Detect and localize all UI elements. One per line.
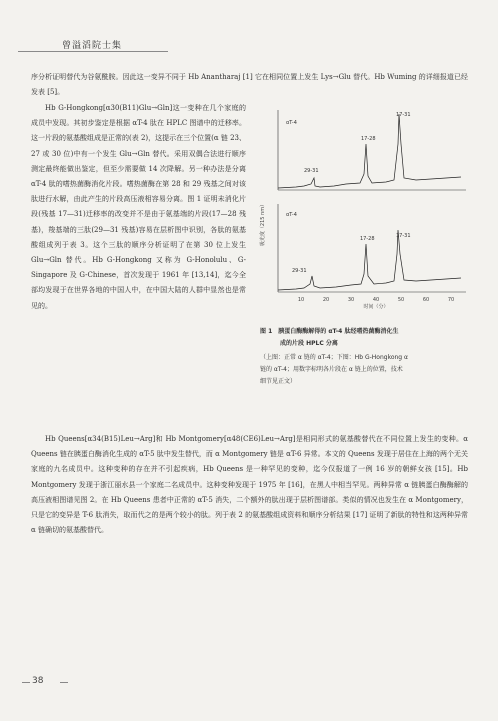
caption-title [260, 326, 470, 338]
x-tick-70: 70 [447, 297, 455, 303]
caption-title-line-2: 成的片段 HPLC 分离 [280, 340, 338, 347]
paragraph-1: 序分析证明替代为谷氨酰胺。因此这一变异不同于 Hb Anantharaj [1] 它在相同位置上发生 Lys→Glu 替代。Hb Wuming 的详细报道已经发表 [5]。 [31, 73, 468, 97]
caption-note-line-2: 链的 αT-4；用数字标明各片段在 α 链上的位置，技术 [260, 366, 403, 373]
bottom-peak-label-29-31: 29-31 [292, 268, 307, 274]
hplc-figure [256, 104, 476, 309]
y-axis-label: 吸光度（215 nm） [260, 201, 266, 247]
footer-rule-left [22, 682, 30, 683]
bottom-peak-label-17-28: 17-28 [360, 236, 375, 242]
caption-note-line-3: 细节见正文） [260, 378, 297, 385]
top-trace [278, 114, 461, 188]
hplc-chromatograms [256, 104, 476, 309]
x-tick-30: 30 [347, 297, 355, 303]
header-rule [18, 51, 168, 52]
top-peak-label-17-31: 17-31 [396, 112, 411, 118]
caption-note-line-1: （上图：正常 α 链的 αT-4；下图：Hb G-Hongkong α [260, 354, 408, 361]
x-axis-ticks [298, 297, 454, 303]
footer-rule-right [60, 682, 68, 683]
top-panel [278, 110, 466, 190]
caption-number: 图 1 [260, 328, 273, 335]
x-axis-label: 时间（分） [363, 304, 389, 309]
paragraph-2: Hb G-Hongkong[α30(B11)Glu→Gln]这一变种在几个家庭的成员中发现。其初步鉴定是根据 αT-4 肽在 HPLC 图谱中的迁移率。这一片段的氨基酸组成是正常的(表 2)，这提示在三个位置(α 链 23、27 或 30 位)中有一个发生 Glu→Gln 替代。采用双偶合法进行顺序测定最终能做出鉴定，但至少需要做 14 次降解。另一种办法是分离 αT-4 肽的嗜热菌酶消化片段。嗜热菌酶在第 28 和 29 残基之间对该肽进行水解，由此产生的片段高压液相容易分离。图 1 证明未消化片段(残基 17—31)迁移率的改变并不是由于氨基端的片段(17—28 残基)，羧基端的三肽(29—31 残基)容易在层析图中识别，各肽的氨基酸组成列于表 3。这个三肽的顺序分析证明了在第 30 位上发生 Glu→Gln 替代。Hb G-Hongkong 又称为 G-Honolulu、G-Singapore 及 G-Chinese，首次发现于 1961 年 [13,14]，迄今全部均发现于在世界各地的中国人中，在中国大陆的人群中显然也是常见的。 [31, 104, 246, 310]
x-tick-40: 40 [372, 297, 380, 303]
x-tick-10: 10 [297, 297, 305, 303]
top-peak-label-29-31: 29-31 [304, 168, 319, 174]
bottom-peak-label-at4: αT-4 [286, 212, 297, 218]
x-tick-20: 20 [322, 297, 330, 303]
top-peak-label-17-28: 17-28 [361, 136, 376, 142]
top-peak-label-at4: αT-4 [286, 120, 297, 126]
x-tick-60: 60 [422, 297, 430, 303]
bottom-panel [278, 204, 466, 292]
bottom-peak-label-17-31: 17-31 [396, 233, 411, 239]
caption-title-line-1: 胰蛋白酶酶解得的 αT-4 肽经嗜热菌酶消化生 [278, 328, 399, 335]
running-header: 曾溢滔院士集 [62, 41, 123, 51]
figure-caption [260, 326, 470, 388]
page-number: 38 [32, 676, 44, 686]
paragraph-3: Hb Queens[α34(B15)Leu→Arg]和 Hb Montgomery[α48(CE6)Leu→Arg]是相同形式的氨基酸替代在不同位置上发生的变种。α Queens 链在胰蛋白酶消化生成的 αT-5 肽中发生替代，而 α Montgomery 链是 αT-6 异常。本文的 Queens 发现于居住在上海的两个无关家庭的九名成员中。这种变种的存在并不引起疾病，Hb Queens 是一种罕见的变种，迄今仅报道了一例 16 岁的朝鲜女孩 [15]。Hb Montgomery 发现于浙江丽水县一个家庭二名成员中。这种变种发现于 1975 年 [16]，在黑人中相当罕见。两种异常 α 链胰蛋白酶酶解的高压液相图谱见图 2。在 Hb Queens 患者中正常的 αT-5 消失，二个额外的肽出现于层析图谱部。类似的情况也发生在 α Montgomery，只是它的变异是 T-6 肽消失，取而代之的是两个较小的肽。列于表 2 的氨基酸组成资料和顺序分析结果 [17] 证明了新肽的特性和这两种异常 α 链确切的氨基酸替代。 [31, 435, 468, 535]
x-tick-50: 50 [397, 297, 405, 303]
